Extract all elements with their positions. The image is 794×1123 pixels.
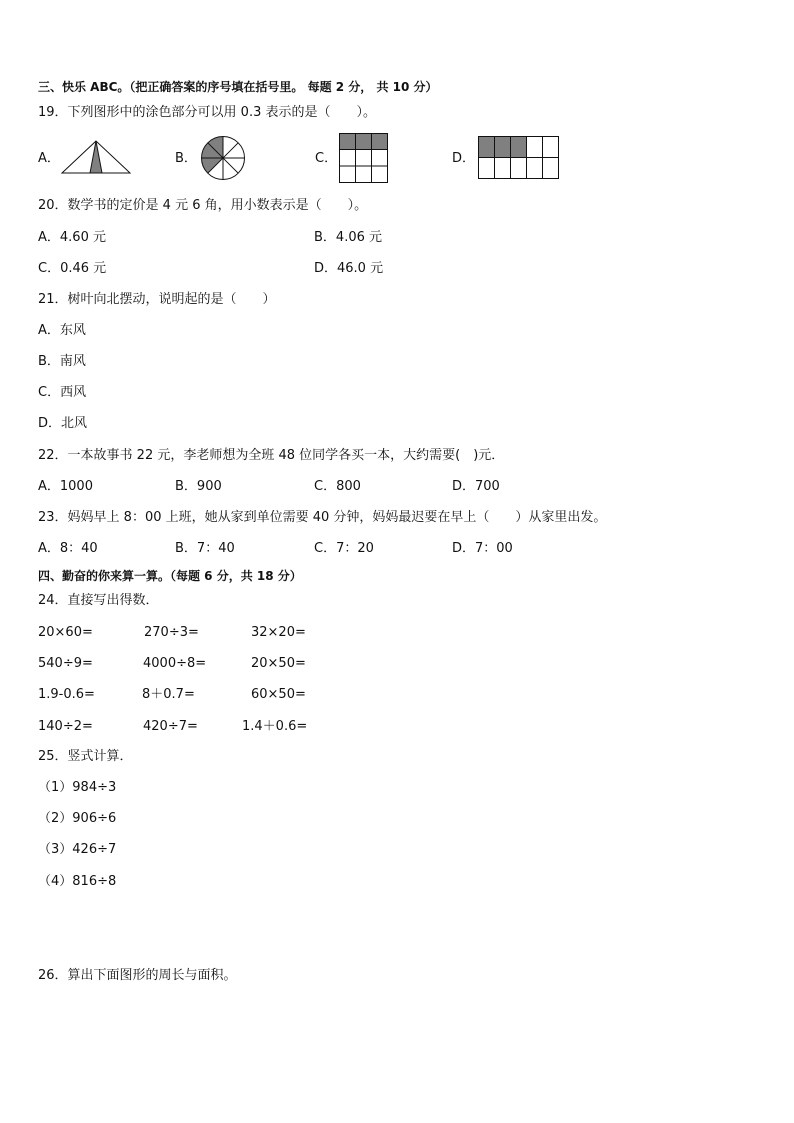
option-c: C．800 bbox=[314, 479, 361, 494]
section-4-title: 四、勤奋的你来算一算。（每题 6 分，共 18 分） bbox=[38, 569, 302, 583]
option-d: D．46.0 元 bbox=[314, 261, 384, 276]
option-b: B．900 bbox=[175, 479, 222, 494]
expression: 60×50= bbox=[251, 687, 306, 702]
question-24-stem: 24．直接写出得数． bbox=[38, 593, 159, 608]
option-b-label: B． bbox=[175, 151, 197, 166]
option-a: A．1000 bbox=[38, 479, 93, 494]
section-3-title: 三、快乐 ABC。（把正确答案的序号填在括号里。 每题 2 分， 共 10 分） bbox=[38, 80, 438, 94]
option-d-label: D． bbox=[452, 151, 476, 166]
expression: 8＋0.7= bbox=[142, 687, 195, 702]
question-22-stem: 22．一本故事书 22 元，李老师想为全班 48 位同学各买一本，大约需要( )元． bbox=[38, 448, 505, 463]
option-c: C．0.46 元 bbox=[38, 261, 107, 276]
option-d: D．7：00 bbox=[452, 541, 513, 556]
question-25-stem: 25．竖式计算． bbox=[38, 749, 133, 764]
calc-item: （2）906÷6 bbox=[38, 811, 117, 826]
expression: 270÷3= bbox=[144, 625, 199, 640]
option-c: C．西风 bbox=[38, 385, 87, 400]
option-b: B．7：40 bbox=[175, 541, 235, 556]
expression: 20×60= bbox=[38, 625, 93, 640]
option-d: D．北风 bbox=[38, 416, 88, 431]
expression: 20×50= bbox=[251, 656, 306, 671]
option-c-label: C． bbox=[315, 151, 338, 166]
option-a: A．东风 bbox=[38, 323, 86, 338]
expression: 4000÷8= bbox=[143, 656, 207, 671]
expression: 1.4＋0.6= bbox=[242, 719, 308, 734]
grid-5x2-figure bbox=[478, 136, 560, 180]
question-21-stem: 21．树叶向北摆动，说明起的是（ ） bbox=[38, 292, 276, 307]
expression: 140÷2= bbox=[38, 719, 93, 734]
option-b: B．南风 bbox=[38, 354, 86, 369]
question-19-stem: 19．下列图形中的涂色部分可以用 0.3 表示的是（ ）。 bbox=[38, 105, 376, 120]
option-d: D．700 bbox=[452, 479, 500, 494]
expression: 32×20= bbox=[251, 625, 306, 640]
calc-item: （4）816÷8 bbox=[38, 874, 117, 889]
question-20-stem: 20．数学书的定价是 4 元 6 角，用小数表示是（ ）。 bbox=[38, 198, 368, 213]
calc-item: （3）426÷7 bbox=[38, 842, 117, 857]
grid-3x3-figure bbox=[339, 133, 389, 184]
option-a: A．4.60 元 bbox=[38, 230, 106, 245]
expression: 540÷9= bbox=[38, 656, 93, 671]
question-23-stem: 23．妈妈早上 8：00 上班，她从家到单位需要 40 分钟，妈妈最迟要在早上（ ）从家里出发。 bbox=[38, 510, 607, 525]
option-b: B．4.06 元 bbox=[314, 230, 382, 245]
question-26-stem: 26．算出下面图形的周长与面积。 bbox=[38, 968, 237, 983]
option-a: A．8：40 bbox=[38, 541, 98, 556]
triangle-figure bbox=[60, 138, 132, 174]
expression: 1.9-0.6= bbox=[38, 687, 95, 702]
calc-item: （1）984÷3 bbox=[38, 780, 117, 795]
expression: 420÷7= bbox=[143, 719, 198, 734]
option-a-label: A． bbox=[38, 151, 60, 166]
circle-figure bbox=[200, 135, 246, 181]
option-c: C．7：20 bbox=[314, 541, 374, 556]
